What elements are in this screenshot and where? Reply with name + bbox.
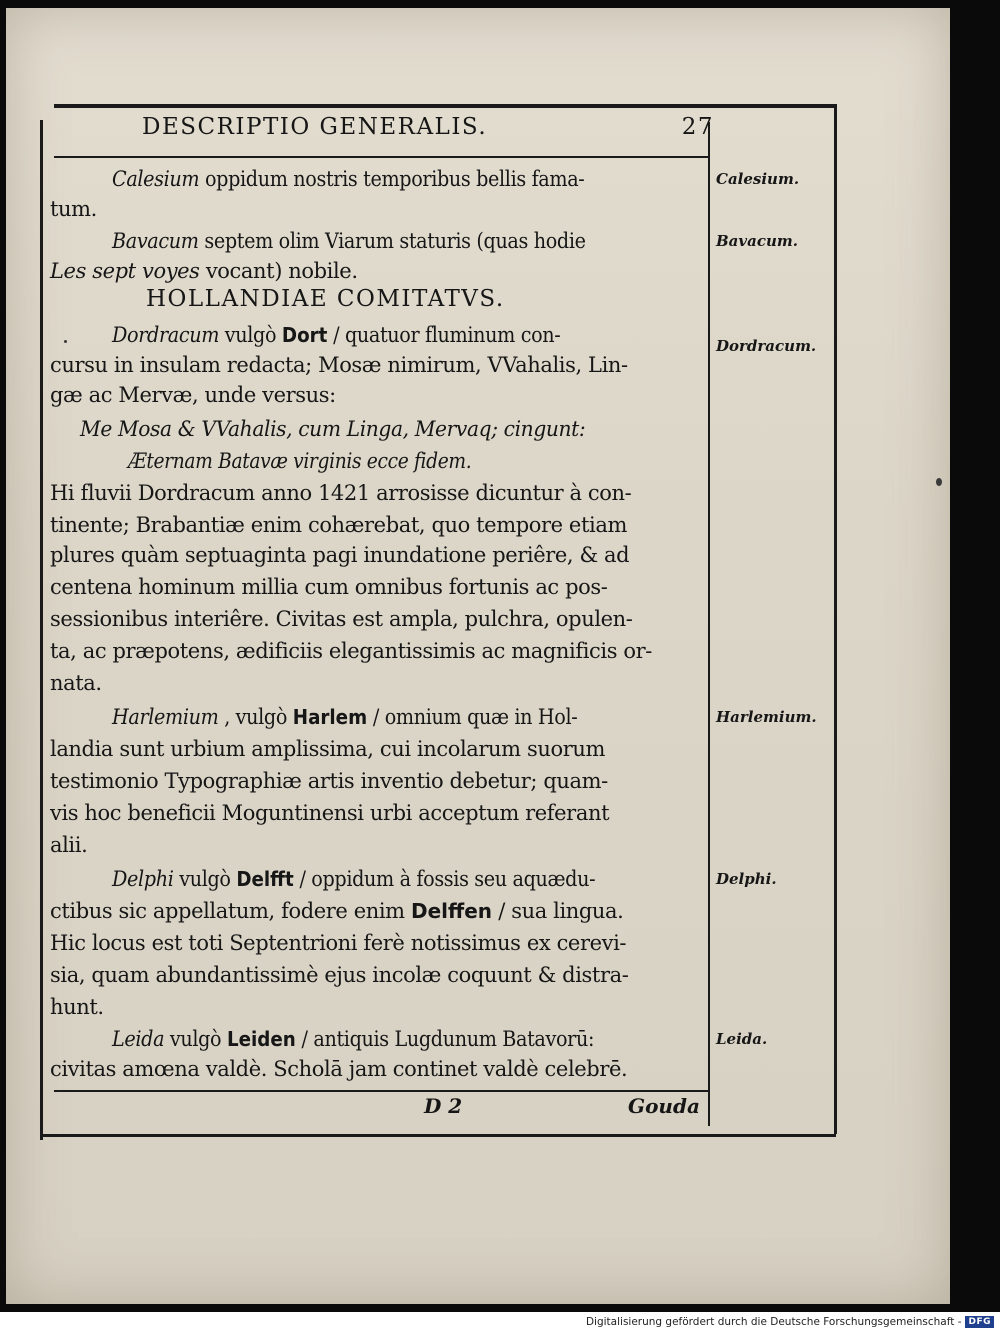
column-rule (708, 122, 710, 1126)
text-line (50, 380, 700, 410)
text-line (50, 928, 700, 958)
text-line (50, 830, 700, 860)
blackletter-word: Leiden (226, 1027, 296, 1051)
text-segment: alii. (50, 833, 88, 857)
text-segment: tum. (50, 197, 97, 221)
text-segment: , vulgò (218, 705, 293, 729)
text-segment: cursu in insulam redacta; Mosæ nimirum, VVahalis, Lin- (50, 353, 628, 377)
text-segment: civitas amœna valdè. Scholā jam continet valdè celebrē. (50, 1057, 628, 1081)
italic-word: Bavacum (112, 229, 199, 253)
margin-note-delphi: Delphi. (716, 870, 777, 888)
text-line (50, 766, 700, 796)
text-line (50, 992, 700, 1022)
italic-word: Dordracum (112, 323, 220, 347)
text-segment: testimonio Typographiæ artis inventio debetur; quam- (50, 769, 608, 793)
credit-text: Digitalisierung gefördert durch die Deutsche Forschungsgemeinschaft - (585, 1316, 962, 1328)
running-head-title: DESCRIPTIO GENERALIS. (142, 114, 488, 140)
text-segment: hunt. (50, 995, 104, 1019)
text-segment: gæ ac Mervæ, unde versus: (50, 383, 336, 407)
signature-mark: D 2 (424, 1094, 463, 1118)
left-rule (40, 120, 43, 1140)
italic-word: Calesium (112, 167, 200, 191)
text-segment: sia, quam abundantissimè ejus incolæ coquunt & distra- (50, 963, 629, 987)
text-segment: / sua lingua. (492, 899, 624, 923)
blackletter-word: Dort (281, 323, 328, 347)
running-head (142, 114, 714, 140)
text-line (112, 164, 706, 194)
dfg-logo: DFG (965, 1316, 994, 1328)
margin-note-leida: Leida. (716, 1030, 768, 1048)
catchword: Gouda (628, 1094, 700, 1118)
text-line (128, 446, 706, 476)
text-segment: septem olim Viarum staturis (quas hodie (198, 229, 586, 253)
italic-word: Me Mosa & VVahalis, cum Linga, Mervaq; cingunt: (80, 417, 586, 441)
text-segment: ctibus sic appellatum, fodere enim (50, 899, 411, 923)
blackletter-word: Delffen (410, 899, 492, 923)
text-line (112, 226, 706, 256)
text-segment: vulgò (173, 867, 237, 891)
text-line (50, 798, 700, 828)
text-segment: vis hoc beneficii Moguntinensi urbi acceptum referant (50, 801, 610, 825)
text-line (112, 320, 706, 350)
margin-note-bavacum: Bavacum. (716, 232, 798, 250)
text-segment: / omnium quæ in Hol- (367, 705, 578, 729)
text-segment: plures quàm septuaginta pagi inundatione periêre, & ad (50, 543, 630, 567)
text-segment: vulgò (164, 1027, 227, 1051)
italic-word: Delphi (112, 867, 174, 891)
text-line (50, 960, 700, 990)
text-line (50, 604, 700, 634)
text-segment: landia sunt urbium amplissima, cui incolarum suorum (50, 737, 605, 761)
text-line (50, 510, 700, 540)
digitization-credit (586, 1314, 994, 1330)
text-line (50, 636, 700, 666)
outer-right-rule (834, 104, 837, 1134)
bottom-rule (40, 1134, 836, 1137)
text-segment: / antiquis Lugdunum Batavorū: (295, 1027, 595, 1051)
text-segment: tinente; Brabantiæ enim cohærebat, quo tempore etiam (50, 513, 627, 537)
text-line (50, 256, 700, 286)
italic-word: Harlemium (112, 705, 219, 729)
head-underline (54, 156, 710, 158)
text-line (50, 478, 700, 508)
text-line (50, 572, 700, 602)
text-segment: centena hominum millia cum omnibus fortunis ac pos- (50, 575, 608, 599)
text-line (112, 1024, 706, 1054)
text-line (50, 194, 700, 224)
blackletter-word: Delfft (236, 867, 294, 891)
text-segment: ta, ac præpotens, ædificiis elegantissimis ac magnificis or- (50, 639, 652, 663)
section-heading: HOLLANDIAE COMITATVS. (146, 286, 505, 312)
paper-speck (64, 340, 67, 343)
text-segment: oppidum nostris temporibus bellis fama- (199, 167, 585, 191)
text-line (112, 702, 706, 732)
text-segment: Hic locus est toti Septentrioni ferè notissimus ex cerevi- (50, 931, 627, 955)
text-line (50, 1054, 700, 1084)
top-rule (54, 104, 834, 108)
text-segment: Hi fluvii Dordracum anno 1421 arrosisse dicuntur à con- (50, 481, 632, 505)
italic-word: Leida (112, 1027, 165, 1051)
blackletter-word: Harlem (292, 705, 368, 729)
text-segment: vocant) nobile. (199, 259, 358, 283)
text-line (50, 540, 700, 570)
italic-word: Les sept voyes (50, 259, 200, 283)
text-line (50, 734, 700, 764)
text-segment: / oppidum à fossis seu aquædu- (293, 867, 596, 891)
margin-note-harlemium: Harlemium. (716, 708, 817, 726)
text-line (112, 864, 706, 894)
text-segment: sessionibus interiêre. Civitas est ampla, pulchra, opulen- (50, 607, 633, 631)
text-segment: / quatuor fluminum con- (327, 323, 561, 347)
text-segment: nata. (50, 671, 102, 695)
paper-speck (936, 478, 942, 486)
text-line (50, 896, 700, 926)
text-line (50, 668, 700, 698)
text-segment: vulgò (219, 323, 282, 347)
margin-note-dordracum: Dordracum. (716, 337, 817, 355)
italic-word: Æternam Batavæ virginis ecce fidem. (128, 449, 472, 473)
margin-note-calesium: Calesium. (716, 170, 800, 188)
text-line (50, 350, 700, 380)
foot-rule (54, 1090, 710, 1092)
page-number: 27 (681, 114, 714, 140)
text-line (80, 414, 706, 444)
